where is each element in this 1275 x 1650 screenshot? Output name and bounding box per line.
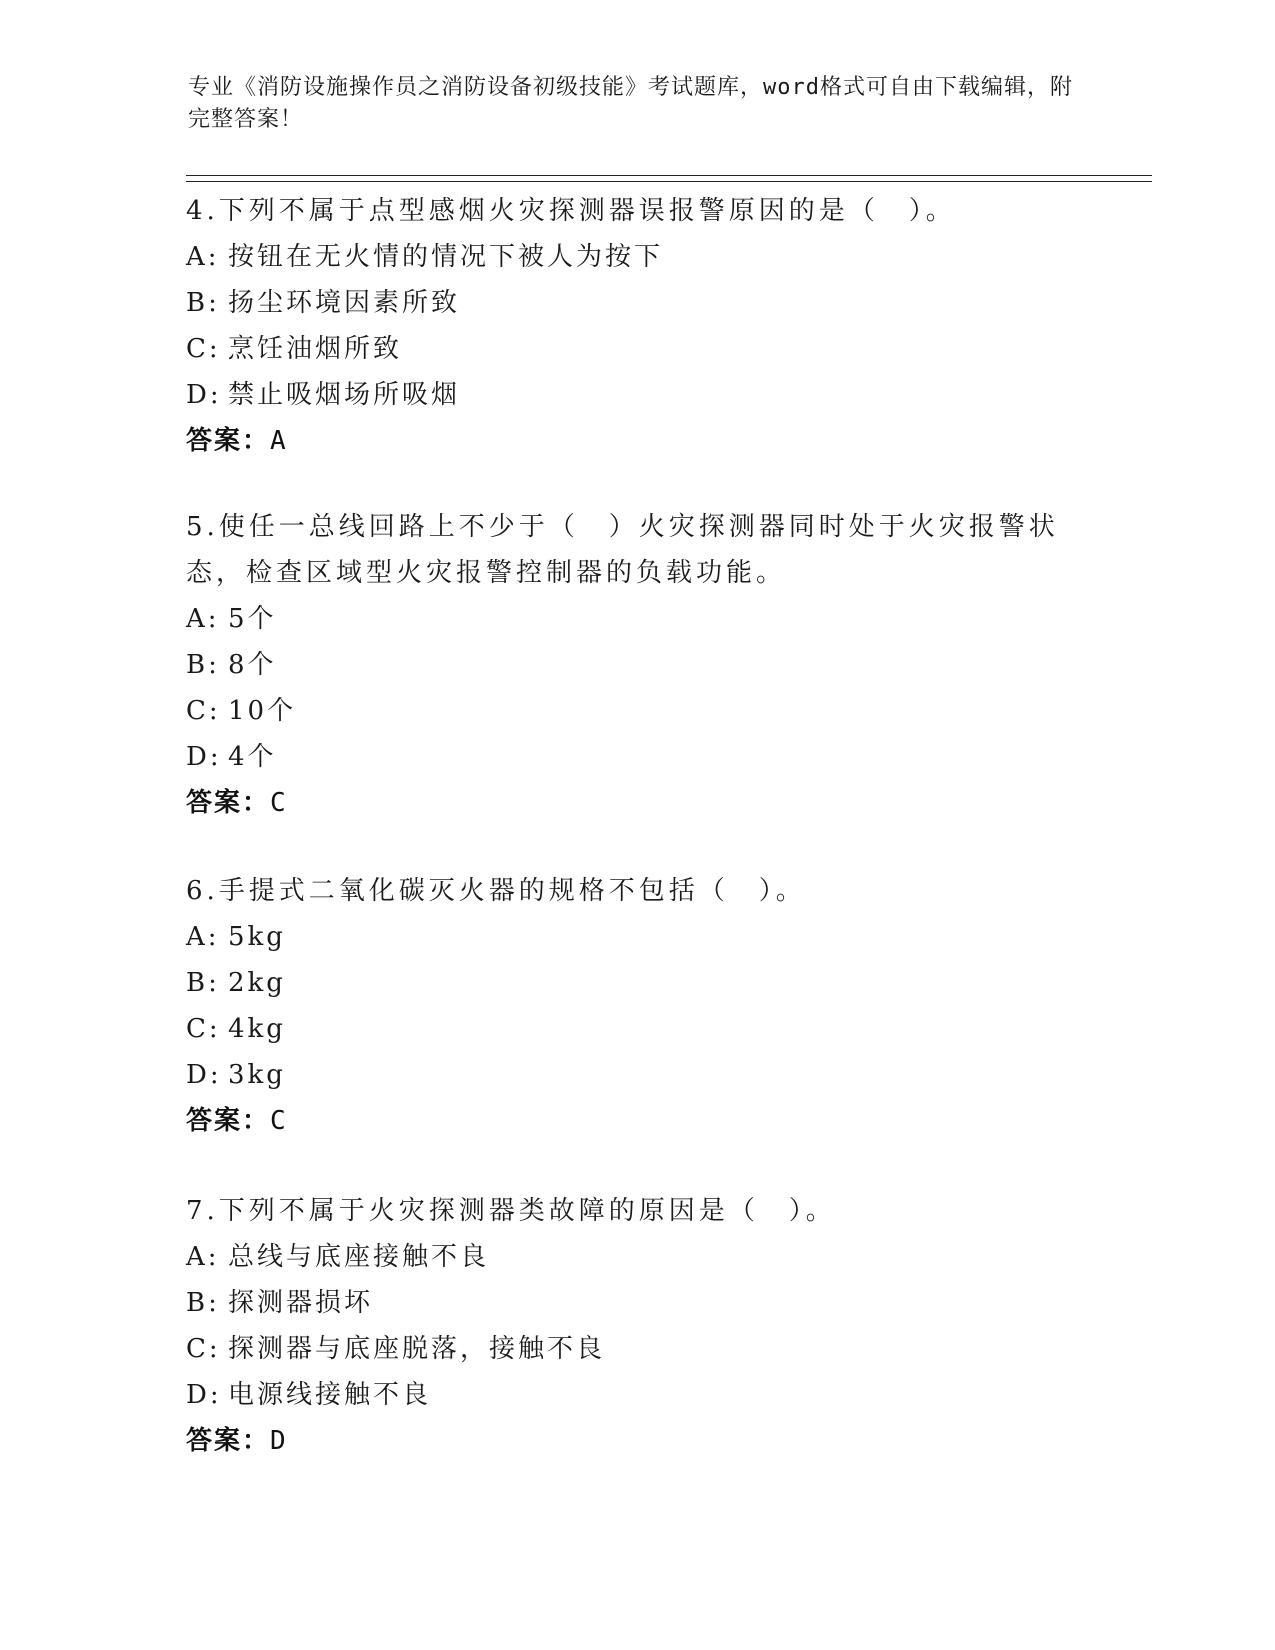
option-text: 8个	[228, 650, 277, 680]
question-6	[186, 868, 1086, 1144]
question-4	[186, 188, 1086, 464]
option-d	[186, 372, 1086, 418]
option-letter: A:	[186, 242, 220, 272]
option-text: 禁止吸烟场所吸烟	[228, 380, 461, 410]
option-letter: D:	[186, 1380, 222, 1410]
option-b	[186, 1280, 1086, 1326]
option-text: 探测器与底座脱落，接触不良	[228, 1334, 606, 1364]
option-b	[186, 280, 1086, 326]
option-b	[186, 642, 1086, 688]
option-text: 2kg	[228, 968, 286, 998]
option-a	[186, 914, 1086, 960]
question-stem: 7.下列不属于火灾探测器类故障的原因是（ ）。	[186, 1196, 836, 1226]
option-a	[186, 1234, 1086, 1280]
answer-label: 答案：	[186, 426, 271, 456]
option-text: 烹饪油烟所致	[228, 334, 403, 364]
option-text: 5kg	[228, 922, 286, 952]
option-c	[186, 688, 1086, 734]
option-letter: C:	[186, 1014, 221, 1044]
header-divider-bottom	[186, 181, 1152, 182]
option-text: 按钮在无火情的情况下被人为按下	[228, 242, 664, 272]
question-stem: 4.下列不属于点型感烟火灾探测器误报警原因的是（ ）。	[186, 196, 956, 226]
option-letter: A:	[186, 922, 220, 952]
option-letter: B:	[186, 650, 220, 680]
answer-line	[186, 418, 1086, 464]
answer-value: D	[270, 1426, 286, 1456]
option-letter: C:	[186, 696, 221, 726]
option-text: 4个	[228, 742, 277, 772]
option-text: 4kg	[228, 1014, 286, 1044]
option-letter: C:	[186, 1334, 221, 1364]
option-text: 总线与底座接触不良	[228, 1242, 490, 1272]
question-7	[186, 1188, 1086, 1464]
question-stem: 6.手提式二氧化碳灭火器的规格不包括（ ）。	[186, 876, 806, 906]
option-letter: B:	[186, 968, 220, 998]
option-text: 10个	[228, 696, 297, 726]
option-text: 3kg	[228, 1060, 286, 1090]
answer-label: 答案：	[186, 1106, 271, 1136]
header-divider-top	[186, 175, 1152, 176]
option-b	[186, 960, 1086, 1006]
option-letter: D:	[186, 380, 222, 410]
answer-label: 答案：	[186, 1426, 271, 1456]
answer-value: C	[270, 1106, 286, 1136]
answer-line	[186, 1098, 1086, 1144]
option-letter: D:	[186, 742, 222, 772]
option-text: 探测器损坏	[228, 1288, 374, 1318]
answer-line	[186, 1418, 1086, 1464]
option-c	[186, 1006, 1086, 1052]
option-letter: A:	[186, 604, 220, 634]
option-letter: B:	[186, 1288, 220, 1318]
document-header: 专业《消防设施操作员之消防设备初级技能》考试题库，word格式可自由下载编辑，附完整答案！	[188, 75, 1073, 132]
answer-label: 答案：	[186, 788, 271, 818]
option-c	[186, 1326, 1086, 1372]
option-d	[186, 1372, 1086, 1418]
option-text: 扬尘环境因素所致	[228, 288, 461, 318]
answer-value: C	[270, 788, 286, 818]
option-letter: A:	[186, 1242, 220, 1272]
option-a	[186, 596, 1086, 642]
option-d	[186, 734, 1086, 780]
question-stem: 5.使任一总线回路上不少于（ ）火灾探测器同时处于火灾报警状态，检查区域型火灾报警控制器的负载功能。	[186, 512, 1059, 588]
option-a	[186, 234, 1086, 280]
answer-value: A	[270, 426, 286, 456]
option-letter: C:	[186, 334, 221, 364]
question-5	[186, 504, 1086, 826]
option-letter: D:	[186, 1060, 222, 1090]
option-c	[186, 326, 1086, 372]
option-text: 电源线接触不良	[228, 1380, 432, 1410]
answer-line	[186, 780, 1086, 826]
option-d	[186, 1052, 1086, 1098]
option-text: 5个	[228, 604, 277, 634]
option-letter: B:	[186, 288, 220, 318]
